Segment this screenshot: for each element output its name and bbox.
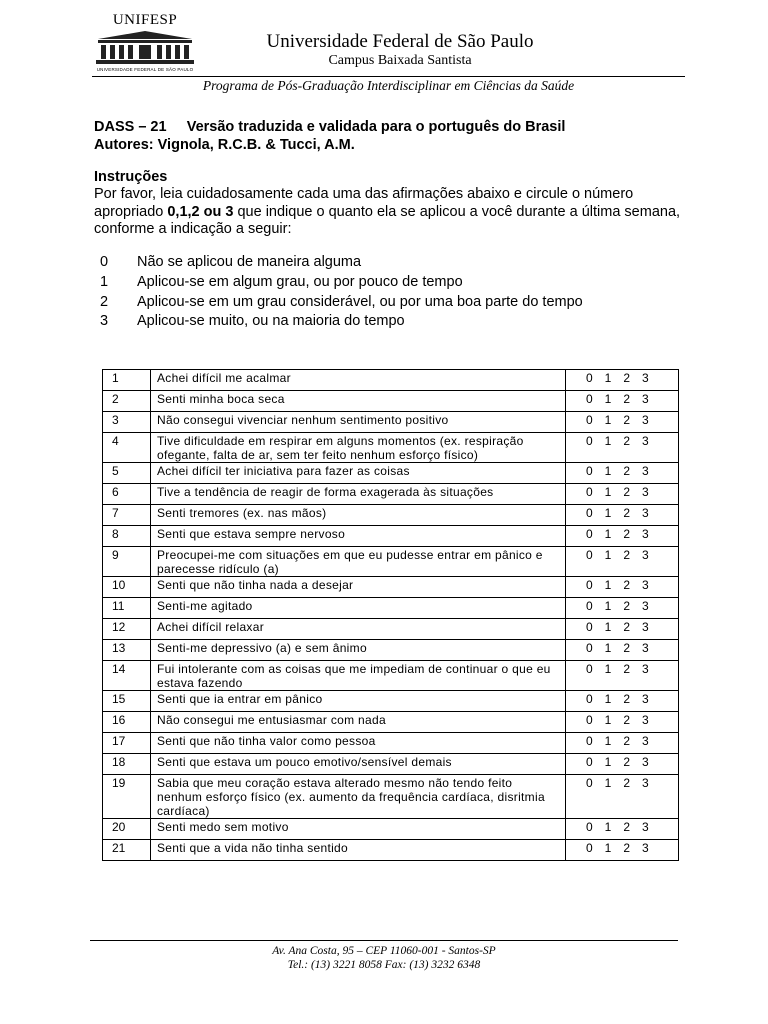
building-logo-icon: [96, 30, 194, 66]
scale-label: Aplicou-se muito, ou na maioria do tempo: [137, 313, 405, 330]
item-number: 7: [103, 505, 151, 526]
item-statement: Senti que estava um pouco emotivo/sensível demais: [151, 754, 566, 775]
item-options[interactable]: 0 1 2 3: [566, 661, 679, 691]
table-row: [103, 505, 679, 526]
document-authors: Autores: Vignola, R.C.B. & Tucci, A.M.: [94, 137, 355, 153]
item-number: 19: [103, 775, 151, 819]
header-divider: [92, 76, 685, 77]
footer-phone: Tel.: (13) 3221 8058 Fax: (13) 3232 6348: [287, 959, 481, 971]
item-number: 13: [103, 640, 151, 661]
item-statement: Senti-me agitado: [151, 598, 566, 619]
item-options[interactable]: 0 1 2 3: [566, 547, 679, 577]
item-number: 18: [103, 754, 151, 775]
item-statement: Não consegui vivenciar nenhum sentimento positivo: [151, 412, 566, 433]
table-row: [103, 433, 679, 463]
table-row: [103, 370, 679, 391]
scale-row: [100, 313, 583, 333]
scale-row: [100, 274, 583, 294]
item-number: 21: [103, 840, 151, 861]
item-number: 16: [103, 712, 151, 733]
item-statement: Achei difícil ter iniciativa para fazer as coisas: [151, 463, 566, 484]
item-number: 15: [103, 691, 151, 712]
table-row: [103, 526, 679, 547]
footer-address: Av. Ana Costa, 95 – CEP 11060-001 - Santos-SP: [272, 945, 496, 957]
scale-row: [100, 294, 583, 314]
item-statement: Senti que não tinha nada a desejar: [151, 577, 566, 598]
item-number: 12: [103, 619, 151, 640]
item-statement: Senti tremores (ex. nas mãos): [151, 505, 566, 526]
item-number: 9: [103, 547, 151, 577]
logo-text: UNIFESP: [112, 12, 178, 28]
item-number: 4: [103, 433, 151, 463]
item-statement: Senti que a vida não tinha sentido: [151, 840, 566, 861]
item-number: 11: [103, 598, 151, 619]
university-name: Universidade Federal de São Paulo: [266, 31, 534, 52]
item-number: 5: [103, 463, 151, 484]
item-options[interactable]: 0 1 2 3: [566, 433, 679, 463]
item-options[interactable]: 0 1 2 3: [566, 577, 679, 598]
item-statement: Achei difícil relaxar: [151, 619, 566, 640]
item-statement: Senti que estava sempre nervoso: [151, 526, 566, 547]
table-row: [103, 547, 679, 577]
title-code: DASS – 21: [94, 119, 167, 135]
item-options[interactable]: 0 1 2 3: [566, 712, 679, 733]
item-statement: Sabia que meu coração estava alterado mesmo não tendo feito nenhum esforço físico (ex. aumento da frequência cardíaca, disritmia cardíaca): [151, 775, 566, 819]
item-options[interactable]: 0 1 2 3: [566, 819, 679, 840]
footer-divider: [90, 940, 678, 941]
item-number: 2: [103, 391, 151, 412]
item-options[interactable]: 0 1 2 3: [566, 463, 679, 484]
campus-name: Campus Baixada Santista: [328, 53, 472, 68]
item-options[interactable]: 0 1 2 3: [566, 733, 679, 754]
item-options[interactable]: 0 1 2 3: [566, 691, 679, 712]
document-title: [94, 119, 565, 135]
scale-label: Aplicou-se em algum grau, ou por pouco de tempo: [137, 273, 463, 290]
item-options[interactable]: 0 1 2 3: [566, 505, 679, 526]
unifesp-logo: [92, 12, 198, 76]
item-options[interactable]: 0 1 2 3: [566, 370, 679, 391]
item-number: 20: [103, 819, 151, 840]
scale-value: 1: [100, 273, 109, 290]
table-row: [103, 733, 679, 754]
item-statement: Preocupei-me com situações em que eu pudesse entrar em pânico e parecesse ridículo (a): [151, 547, 566, 577]
item-options[interactable]: 0 1 2 3: [566, 391, 679, 412]
table-row: [103, 712, 679, 733]
item-statement: Senti que não tinha valor como pessoa: [151, 733, 566, 754]
scale-value: 2: [100, 293, 109, 310]
item-statement: Senti que ia entrar em pânico: [151, 691, 566, 712]
item-statement: Fui intolerante com as coisas que me impediam de continuar o que eu estava fazendo: [151, 661, 566, 691]
scale-value: 3: [100, 313, 109, 330]
item-statement: Senti medo sem motivo: [151, 819, 566, 840]
table-row: [103, 619, 679, 640]
item-number: 14: [103, 661, 151, 691]
table-row: [103, 391, 679, 412]
scale-value: 0: [100, 254, 109, 270]
table-row: [103, 775, 679, 819]
footer: [90, 944, 678, 972]
item-options[interactable]: 0 1 2 3: [566, 840, 679, 861]
item-statement: Tive a tendência de reagir de forma exagerada às situações: [151, 484, 566, 505]
item-options[interactable]: 0 1 2 3: [566, 526, 679, 547]
item-number: 1: [103, 370, 151, 391]
logo-subtitle: UNIVERSIDADE FEDERAL DE SÃO PAULO: [96, 67, 194, 72]
item-number: 3: [103, 412, 151, 433]
item-options[interactable]: 0 1 2 3: [566, 412, 679, 433]
table-row: [103, 577, 679, 598]
table-row: [103, 463, 679, 484]
item-number: 6: [103, 484, 151, 505]
item-options[interactable]: 0 1 2 3: [566, 598, 679, 619]
program-name: Programa de Pós-Graduação Interdisciplinar em Ciências da Saúde: [202, 78, 575, 93]
item-options[interactable]: 0 1 2 3: [566, 484, 679, 505]
item-number: 10: [103, 577, 151, 598]
table-row: [103, 484, 679, 505]
item-number: 17: [103, 733, 151, 754]
scale-row: [100, 254, 583, 274]
answer-scale: [100, 254, 583, 333]
questionnaire-table: [102, 369, 679, 861]
scale-label: Não se aplicou de maneira alguma: [137, 254, 362, 270]
scale-label: Aplicou-se em um grau considerável, ou por uma boa parte do tempo: [137, 293, 583, 310]
item-statement: Senti-me depressivo (a) e sem ânimo: [151, 640, 566, 661]
item-statement: Senti minha boca seca: [151, 391, 566, 412]
item-options[interactable]: 0 1 2 3: [566, 754, 679, 775]
instructions-text: Por favor, leia cuidadosamente cada uma das afirmações abaixo e circule o número apropriado 0,1,2 ou 3 que indique o quanto ela se aplicou a você durante a última semana, conforme a indicação a seguir:: [94, 186, 681, 237]
table-row: [103, 691, 679, 712]
table-row: [103, 840, 679, 861]
table-row: [103, 661, 679, 691]
item-options[interactable]: 0 1 2 3: [566, 619, 679, 640]
item-statement: Não consegui me entusiasmar com nada: [151, 712, 566, 733]
table-row: [103, 598, 679, 619]
item-statement: Tive dificuldade em respirar em alguns momentos (ex. respiração ofegante, falta de ar, sem ter feito nenhum esforço físico): [151, 433, 566, 463]
title-text: Versão traduzida e validada para o português do Brasil: [186, 119, 566, 135]
table-row: [103, 754, 679, 775]
table-row: [103, 640, 679, 661]
item-options[interactable]: 0 1 2 3: [566, 640, 679, 661]
table-row: [103, 412, 679, 433]
table-row: [103, 819, 679, 840]
item-number: 8: [103, 526, 151, 547]
item-statement: Achei difícil me acalmar: [151, 370, 566, 391]
item-options[interactable]: 0 1 2 3: [566, 775, 679, 819]
instructions-heading: Instruções: [94, 169, 168, 185]
